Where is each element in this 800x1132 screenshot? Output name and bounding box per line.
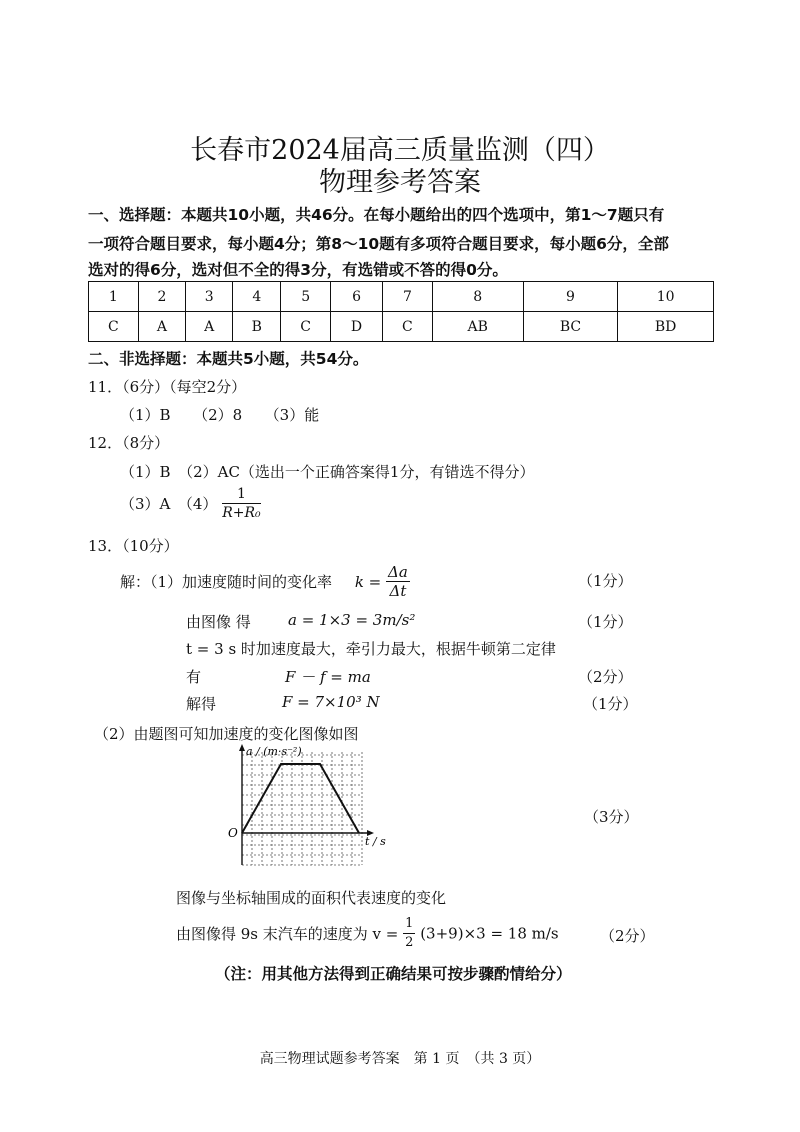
q13-line-7 bbox=[176, 915, 559, 952]
fraction-numerator: 1 bbox=[403, 915, 415, 934]
table-cell: 8 bbox=[432, 282, 523, 312]
table-cell: C bbox=[383, 312, 433, 342]
fraction-denominator: Δt bbox=[389, 582, 407, 600]
q11-heading: 11．（6分）（每空2分） bbox=[88, 378, 247, 396]
answer-table-answers bbox=[89, 312, 714, 342]
q11-answers: （1）B （2）8 （3）能 bbox=[120, 406, 320, 424]
q13-score-1: （1分） bbox=[578, 572, 633, 590]
q13-score-5: （2分） bbox=[600, 927, 655, 945]
table-cell: A bbox=[138, 312, 185, 342]
table-cell: 2 bbox=[138, 282, 185, 312]
table-cell: B bbox=[233, 312, 281, 342]
q13-half-fraction bbox=[403, 915, 415, 952]
q12-line-1: （1）B （2）AC（选出一个正确答案得1分，有错选不得分） bbox=[120, 463, 535, 481]
table-cell: AB bbox=[432, 312, 523, 342]
section2-heading: 二、非选择题：本题共5小题，共54分。 bbox=[88, 350, 369, 368]
table-cell: 6 bbox=[331, 282, 383, 312]
acceleration-graph bbox=[222, 738, 397, 868]
graph-y-label: a / (m·s⁻²) bbox=[246, 745, 302, 758]
q13-score-3: （2分） bbox=[578, 668, 633, 686]
q12-heading: 12．（8分） bbox=[88, 434, 170, 452]
fraction-denominator: 2 bbox=[405, 935, 414, 950]
q13-part-2: （2）由题图可知加速度的变化图像如图 bbox=[94, 725, 359, 743]
table-cell: 1 bbox=[89, 282, 139, 312]
table-cell: 10 bbox=[618, 282, 714, 312]
fraction-numerator: Δa bbox=[388, 563, 408, 581]
q13-line-5-text: 解得 bbox=[186, 695, 217, 713]
q13-line-6: 图像与坐标轴围成的面积代表速度的变化 bbox=[176, 889, 447, 907]
q13-line-4-eq: F － f = ma bbox=[285, 668, 371, 686]
table-cell: BD bbox=[618, 312, 714, 342]
table-cell: C bbox=[89, 312, 139, 342]
table-cell: 4 bbox=[233, 282, 281, 312]
page-title: 长春市2024届高三质量监测（四） bbox=[190, 135, 610, 166]
graph-x-label: t / s bbox=[365, 835, 386, 848]
q13-score-graph: （3分） bbox=[584, 808, 639, 826]
q12-line-2 bbox=[120, 485, 261, 522]
q13-line-7-text: 由图像得 9s 末汽车的速度为 v = bbox=[176, 925, 399, 943]
table-cell: 9 bbox=[523, 282, 618, 312]
table-cell: BC bbox=[523, 312, 618, 342]
table-cell: 3 bbox=[186, 282, 233, 312]
graph-origin-label: O bbox=[228, 826, 238, 840]
q13-line-2-eq: a = 1×3 = 3m/s² bbox=[288, 611, 416, 629]
q12-line-2-text: （3）A （4） bbox=[120, 495, 218, 513]
q13-line-1-text: 解：（1）加速度随时间的变化率 bbox=[120, 573, 333, 591]
q13-rate-fraction bbox=[386, 563, 410, 600]
q13-line-7-rest: (3+9)×3 = 18 m/s bbox=[420, 924, 559, 943]
section1-line-3: 选对的得6分，选对但不全的得3分，有选错或不答的得0分。 bbox=[88, 261, 508, 279]
answer-table-numbers bbox=[89, 282, 714, 312]
table-cell: 7 bbox=[383, 282, 433, 312]
section1-line-2: 一项符合题目要求，每小题4分；第8～10题有多项符合题目要求，每小题6分，全部 bbox=[88, 235, 669, 253]
q13-score-2: （1分） bbox=[578, 613, 633, 631]
table-cell: D bbox=[331, 312, 383, 342]
q13-score-4: （1分） bbox=[583, 695, 638, 713]
q13-line-1-lhs: k = bbox=[354, 572, 382, 591]
page-subtitle: 物理参考答案 bbox=[319, 167, 481, 198]
q13-line-2-text: 由图像 得 bbox=[186, 613, 251, 631]
fraction-numerator: 1 bbox=[222, 485, 260, 504]
table-cell: A bbox=[186, 312, 233, 342]
answer-table bbox=[88, 281, 714, 342]
q13-line-3: t = 3 s 时加速度最大，牵引力最大，根据牛顿第二定律 bbox=[186, 640, 556, 658]
q13-line-5-eq: F = 7×10³ N bbox=[282, 693, 380, 711]
q13-line-1 bbox=[120, 563, 410, 600]
q13-line-4-text: 有 bbox=[186, 668, 202, 686]
q13-heading: 13．（10分） bbox=[88, 537, 179, 555]
section1-line-1: 一、选择题：本题共10小题，共46分。在每小题给出的四个选项中，第1～7题只有 bbox=[88, 206, 665, 224]
scoring-note: （注：用其他方法得到正确结果可按步骤酌情给分） bbox=[215, 965, 572, 983]
fraction-denominator: R+R₀ bbox=[222, 505, 261, 521]
page-footer: 高三物理试题参考答案 第 1 页 （共 3 页） bbox=[259, 1051, 541, 1067]
table-cell: C bbox=[281, 312, 331, 342]
q12-fraction bbox=[222, 485, 260, 522]
acceleration-line bbox=[242, 764, 359, 833]
y-axis-arrow bbox=[239, 744, 245, 751]
table-cell: 5 bbox=[281, 282, 331, 312]
